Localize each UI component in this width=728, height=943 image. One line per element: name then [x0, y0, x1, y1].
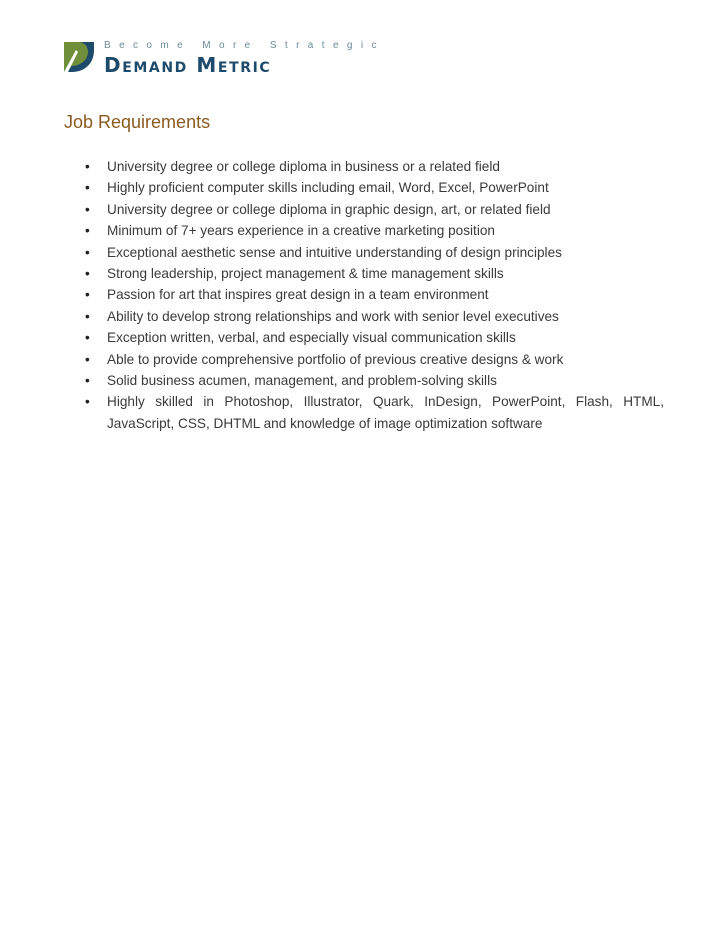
- list-item-text: Exception written, verbal, and especially visual communication skills: [107, 330, 516, 346]
- list-item: [64, 327, 664, 348]
- requirements-list: [64, 156, 664, 434]
- list-item: [64, 306, 664, 327]
- bullet-icon: •: [85, 308, 90, 324]
- bullet-icon: •: [85, 287, 90, 303]
- page-title: Job Requirements: [64, 112, 211, 132]
- list-item: [64, 284, 664, 305]
- bullet-icon: •: [85, 180, 90, 196]
- brand-name: Demand Metric: [104, 53, 272, 77]
- bullet-icon: •: [85, 223, 90, 239]
- list-item: [64, 220, 664, 241]
- demand-metric-logo-icon: [64, 42, 94, 72]
- list-item: [64, 263, 664, 284]
- bullet-icon: •: [85, 394, 90, 410]
- bullet-icon: •: [85, 330, 90, 346]
- bullet-icon: •: [85, 266, 90, 282]
- list-item: [64, 177, 664, 198]
- list-item-text: Minimum of 7+ years experience in a creative marketing position: [107, 223, 495, 239]
- list-item-text: Able to provide comprehensive portfolio of previous creative designs & work: [107, 351, 564, 367]
- bullet-icon: •: [85, 351, 90, 367]
- list-item-text: Strong leadership, project management & time management skills: [107, 266, 504, 282]
- bullet-icon: •: [85, 373, 90, 389]
- brand-tagline: Become More Strategic: [104, 40, 385, 51]
- bullet-icon: •: [85, 159, 90, 174]
- list-item: [64, 391, 664, 434]
- list-item-text: University degree or college diploma in business or a related field: [107, 159, 500, 174]
- page-header: [64, 36, 385, 78]
- list-item-text: Highly skilled in Photoshop, Illustrator, Quark, InDesign, PowerPoint, Flash, HTML, JavaScript, CSS, DHTML and knowledge of image optimization software: [107, 394, 664, 431]
- list-item-text: Highly proficient computer skills including email, Word, Excel, PowerPoint: [107, 180, 549, 196]
- list-item: [64, 370, 664, 391]
- list-item-text: Ability to develop strong relationships and work with senior level executives: [107, 308, 559, 324]
- list-item: [64, 199, 664, 220]
- bullet-icon: •: [85, 244, 90, 260]
- list-item-text: Solid business acumen, management, and problem-solving skills: [107, 373, 497, 389]
- list-item-text: University degree or college diploma in graphic design, art, or related field: [107, 201, 551, 217]
- bullet-icon: •: [85, 201, 90, 217]
- list-item-text: Passion for art that inspires great design in a team environment: [107, 287, 489, 303]
- list-item-text: Exceptional aesthetic sense and intuitive understanding of design principles: [107, 244, 562, 260]
- list-item: [64, 349, 664, 370]
- list-item: [64, 242, 664, 263]
- list-item: [64, 156, 664, 177]
